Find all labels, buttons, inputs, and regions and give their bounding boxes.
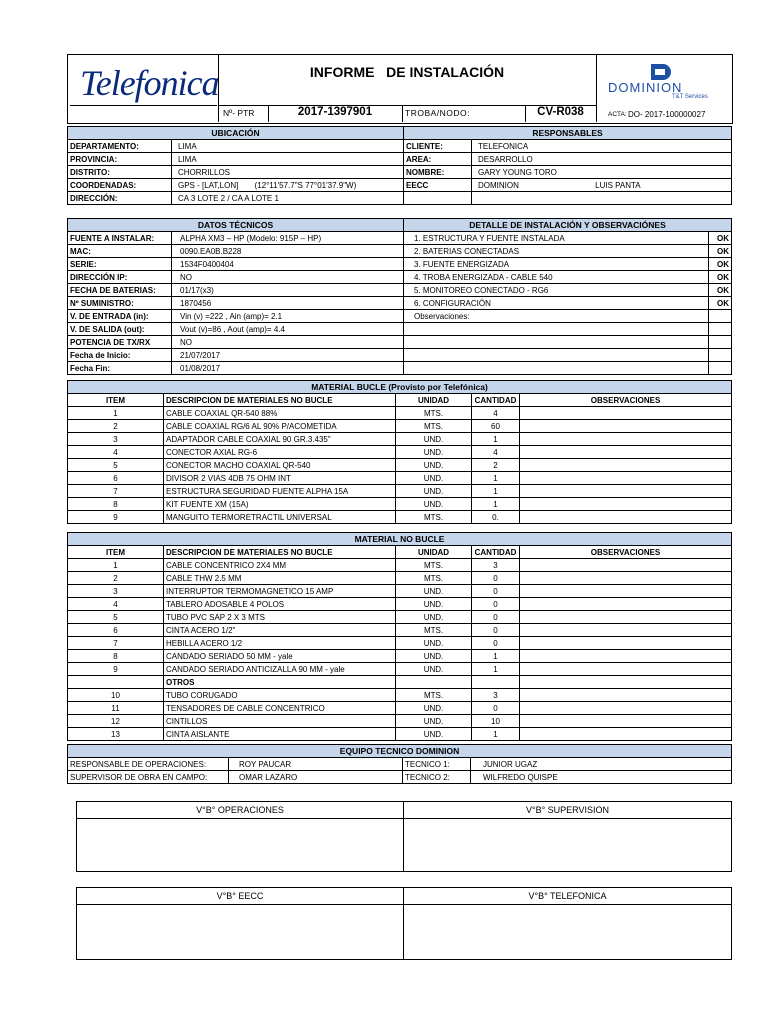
material-desc: DIVISOR 2 VIAS 4DB 75 OHM INT xyxy=(164,472,396,485)
material-desc: KIT FUENTE XM (15A) xyxy=(164,498,396,511)
detalle-status xyxy=(709,310,732,323)
bucle-row xyxy=(68,472,732,485)
material-desc: CINTA ACERO 1/2" xyxy=(164,624,396,637)
material-item: 7 xyxy=(68,637,164,650)
material-desc: TABLERO ADOSABLE 4 POLOS xyxy=(164,598,396,611)
datos-detalle-row xyxy=(68,284,732,297)
datos-value: NO xyxy=(172,336,404,349)
no-bucle-row xyxy=(68,663,732,676)
detalle-label: 5. MONITOREO CONECTADO - RG6 xyxy=(404,284,709,297)
material-desc: CABLE CONCENTRICO 2X4 MM xyxy=(164,559,396,572)
datos-label: MAC: xyxy=(68,245,172,258)
material-desc: CABLE THW 2.5 MM xyxy=(164,572,396,585)
datos-detalle-table xyxy=(67,218,732,375)
datos-detalle-row xyxy=(68,297,732,310)
material-desc: INTERRUPTOR TERMOMAGNETICO 15 AMP xyxy=(164,585,396,598)
no-bucle-header-item: ITEM xyxy=(68,546,164,559)
equipo-value: OMAR LAZARO xyxy=(229,771,403,784)
material-qty: 60 xyxy=(472,420,520,433)
otros-label: OTROS xyxy=(164,676,396,689)
vb-telefonica-signature-area[interactable] xyxy=(404,905,732,960)
datos-value: 1534F0400404 xyxy=(172,258,404,271)
material-item: 2 xyxy=(68,572,164,585)
material-obs xyxy=(520,420,732,433)
datos-value: 1870456 xyxy=(172,297,404,310)
material-item: 11 xyxy=(68,702,164,715)
material-unit: UND. xyxy=(396,472,472,485)
ubicacion-label: DIRECCIÓN: xyxy=(68,192,172,205)
equipo-value: JUNIOR UGAZ xyxy=(471,758,732,771)
equipo-value: WILFREDO QUISPE xyxy=(471,771,732,784)
material-item: 6 xyxy=(68,472,164,485)
otros-item-row xyxy=(68,715,732,728)
no-bucle-header-qty: CANTIDAD xyxy=(472,546,520,559)
no-bucle-title: MATERIAL NO BUCLE xyxy=(68,533,732,546)
material-obs xyxy=(520,650,732,663)
datos-value: 0090.EA0B.B228 xyxy=(172,245,404,258)
material-obs xyxy=(520,715,732,728)
bucle-row xyxy=(68,420,732,433)
material-obs xyxy=(520,472,732,485)
material-qty: 2 xyxy=(472,459,520,472)
ubicacion-label: DEPARTAMENTO: xyxy=(68,140,172,153)
datos-value: Vin (v) =222 , Ain (amp)= 2.1 xyxy=(172,310,404,323)
material-qty: 0 xyxy=(472,585,520,598)
responsables-value xyxy=(472,192,732,205)
responsables-label: CLIENTE: xyxy=(404,140,472,153)
dominion-d-icon xyxy=(649,62,677,82)
vb-supervision-signature-area[interactable] xyxy=(404,819,732,872)
datos-value: Vout (v)=86 , Aout (amp)= 4.4 xyxy=(172,323,404,336)
material-unit: UND. xyxy=(396,498,472,511)
otros-row xyxy=(68,676,732,689)
datos-detalle-row xyxy=(68,362,732,375)
ubicacion-label: PROVINCIA: xyxy=(68,153,172,166)
material-qty: 4 xyxy=(472,407,520,420)
equipo-label: RESPONSABLE DE OPERACIONES: xyxy=(68,758,229,771)
responsables-value: GARY YOUNG TORO xyxy=(472,166,732,179)
equipo-tecnico-table xyxy=(67,744,732,784)
no-bucle-row xyxy=(68,637,732,650)
no-bucle-header-obs: OBSERVACIONES xyxy=(520,546,732,559)
material-item: 3 xyxy=(68,585,164,598)
otros-item-row xyxy=(68,702,732,715)
datos-label: SERIE: xyxy=(68,258,172,271)
ubicacion-responsables-table xyxy=(67,126,732,205)
material-item: 9 xyxy=(68,511,164,524)
vb-operaciones-signature-area[interactable] xyxy=(77,819,404,872)
coordenadas-value: (12°11'57.7"S 77°01'37.9"W) xyxy=(254,180,357,190)
material-unit: UND. xyxy=(396,459,472,472)
dominion-logo-subtext: T&T Services xyxy=(672,94,708,100)
bucle-title: MATERIAL BUCLE (Provisto por Telefónica) xyxy=(68,381,732,394)
ubicacion-value: LIMA xyxy=(172,140,404,153)
responsables-value: DESARROLLO xyxy=(472,153,732,166)
no-bucle-row xyxy=(68,585,732,598)
material-desc: ADAPTADOR CABLE COAXIAL 90 GR.3.435" xyxy=(164,433,396,446)
eecc-person: LUIS PANTA xyxy=(595,180,641,190)
datos-detalle-row xyxy=(68,271,732,284)
material-unit: UND. xyxy=(396,637,472,650)
material-qty: 10 xyxy=(472,715,520,728)
detalle-status: OK xyxy=(709,258,732,271)
bucle-row xyxy=(68,407,732,420)
no-bucle-row xyxy=(68,598,732,611)
responsables-label: EECC xyxy=(404,179,472,192)
otros-item-row xyxy=(68,689,732,702)
bucle-row xyxy=(68,511,732,524)
material-desc: CABLE COAXIAL QR-540 88% xyxy=(164,407,396,420)
material-qty: 3 xyxy=(472,559,520,572)
material-qty: 0 xyxy=(472,637,520,650)
material-obs xyxy=(520,433,732,446)
material-obs xyxy=(520,585,732,598)
bucle-row xyxy=(68,433,732,446)
responsables-label xyxy=(404,192,472,205)
bucle-body xyxy=(68,407,732,524)
ubicacion-value: CA 3 LOTE 2 / CA A LOTE 1 xyxy=(172,192,404,205)
ptr-value: 2017-1397901 xyxy=(297,106,373,118)
material-obs xyxy=(520,559,732,572)
material-item: 2 xyxy=(68,420,164,433)
datos-label: Fecha Fin: xyxy=(68,362,172,375)
responsables-label: NOMBRE: xyxy=(404,166,472,179)
material-obs xyxy=(520,485,732,498)
material-item: 5 xyxy=(68,611,164,624)
material-desc: TUBO PVC SAP 2 X 3 MTS xyxy=(164,611,396,624)
detalle-status xyxy=(709,336,732,349)
no-bucle-row xyxy=(68,572,732,585)
detalle-status xyxy=(709,323,732,336)
material-desc: TUBO CORUGADO xyxy=(164,689,396,702)
material-item: 1 xyxy=(68,407,164,420)
material-item: 5 xyxy=(68,459,164,472)
no-bucle-body xyxy=(68,559,732,741)
eecc-company: DOMINION xyxy=(478,180,519,190)
detalle-label: 1. ESTRUCTURA Y FUENTE INSTALADA xyxy=(404,232,709,245)
material-desc: CINTILLOS xyxy=(164,715,396,728)
datos-value: 01/17(x3) xyxy=(172,284,404,297)
bucle-header-item: ITEM xyxy=(68,394,164,407)
datos-label: POTENCIA DE TX/RX xyxy=(68,336,172,349)
bucle-row xyxy=(68,485,732,498)
material-qty: 1 xyxy=(472,485,520,498)
material-item: 7 xyxy=(68,485,164,498)
material-unit: UND. xyxy=(396,433,472,446)
otros-item-row xyxy=(68,728,732,741)
detalle-label xyxy=(404,323,709,336)
material-obs xyxy=(520,624,732,637)
ubicacion-value xyxy=(172,179,404,192)
detalle-label xyxy=(404,336,709,349)
material-obs xyxy=(520,446,732,459)
datos-label: V. DE SALIDA (out): xyxy=(68,323,172,336)
datos-detalle-row xyxy=(68,323,732,336)
datos-detalle-row xyxy=(68,310,732,323)
otros-item-blank xyxy=(68,676,164,689)
no-bucle-header-desc: DESCRIPCION DE MATERIALES NO BUCLE xyxy=(164,546,396,559)
detalle-label: 4. TROBA ENERGIZADA - CABLE 540 xyxy=(404,271,709,284)
material-qty: 1 xyxy=(472,650,520,663)
telefonica-logo-text: Telefonica xyxy=(80,63,219,103)
datos-detalle-row xyxy=(68,349,732,362)
datos-label: V. DE ENTRADA (in): xyxy=(68,310,172,323)
material-obs xyxy=(520,637,732,650)
material-unit: UND. xyxy=(396,485,472,498)
material-qty: 3 xyxy=(472,689,520,702)
material-item: 12 xyxy=(68,715,164,728)
datos-detalle-row xyxy=(68,245,732,258)
material-qty: 0 xyxy=(472,702,520,715)
logo-underline xyxy=(70,105,217,106)
detalle-status: OK xyxy=(709,284,732,297)
material-unit: UND. xyxy=(396,585,472,598)
datos-value: NO xyxy=(172,271,404,284)
material-desc: CANDADO SERIADO 50 MM - yale xyxy=(164,650,396,663)
signature-box-2 xyxy=(76,887,732,960)
no-bucle-row xyxy=(68,559,732,572)
material-obs xyxy=(520,663,732,676)
equipo-label: TECNICO 1: xyxy=(403,758,471,771)
detalle-label: Observaciones: xyxy=(404,310,709,323)
material-item: 8 xyxy=(68,650,164,663)
datos-detalle-body xyxy=(68,232,732,375)
material-obs xyxy=(520,511,732,524)
ubicacion-label: COORDENADAS: xyxy=(68,179,172,192)
material-item: 6 xyxy=(68,624,164,637)
vb-supervision-label: V°B° SUPERVISION xyxy=(404,802,732,819)
material-qty: 0 xyxy=(472,624,520,637)
datos-label: FECHA DE BATERIAS: xyxy=(68,284,172,297)
bucle-header-qty: CANTIDAD xyxy=(472,394,520,407)
otros-qty-blank xyxy=(472,676,520,689)
troba-value: CV-R038 xyxy=(537,106,584,118)
material-unit: UND. xyxy=(396,446,472,459)
bucle-row xyxy=(68,446,732,459)
material-unit: MTS. xyxy=(396,572,472,585)
responsables-value xyxy=(472,179,732,192)
material-unit: MTS. xyxy=(396,511,472,524)
material-item: 9 xyxy=(68,663,164,676)
material-item: 4 xyxy=(68,598,164,611)
material-item: 10 xyxy=(68,689,164,702)
datos-detalle-row xyxy=(68,232,732,245)
material-desc: HEBILLA ACERO 1/2 xyxy=(164,637,396,650)
material-unit: UND. xyxy=(396,650,472,663)
page-title: INFORME DE INSTALACIÓN xyxy=(309,64,505,80)
equipo-value: ROY PAUCAR xyxy=(229,758,403,771)
material-obs xyxy=(520,572,732,585)
material-qty: 1 xyxy=(472,433,520,446)
datos-value: 01/08/2017 xyxy=(172,362,404,375)
detalle-label: 6. CONFIGURACIÓN xyxy=(404,297,709,310)
no-bucle-row xyxy=(68,611,732,624)
header-divider-right xyxy=(596,54,597,122)
material-obs xyxy=(520,702,732,715)
material-unit: MTS. xyxy=(396,624,472,637)
datos-tecnicos-title: DATOS TÉCNICOS xyxy=(68,219,404,232)
detalle-status: OK xyxy=(709,232,732,245)
material-item: 13 xyxy=(68,728,164,741)
ubicacion-title: UBICACIÓN xyxy=(68,127,404,140)
bucle-row xyxy=(68,459,732,472)
material-qty: 0 xyxy=(472,598,520,611)
material-qty: 0 xyxy=(472,611,520,624)
material-qty: 1 xyxy=(472,498,520,511)
vb-eecc-label: V°B° EECC xyxy=(77,888,404,905)
material-unit: MTS. xyxy=(396,407,472,420)
troba-label: TROBA/NODO: xyxy=(405,108,471,118)
detalle-status: OK xyxy=(709,271,732,284)
ubicacion-value: LIMA xyxy=(172,153,404,166)
material-obs xyxy=(520,407,732,420)
troba-divider xyxy=(402,105,403,122)
material-qty: 1 xyxy=(472,472,520,485)
datos-label: Fecha de Inicio: xyxy=(68,349,172,362)
telefonica-logo xyxy=(70,56,217,106)
material-bucle-table xyxy=(67,380,732,524)
material-obs xyxy=(520,598,732,611)
vb-operaciones-label: V°B° OPERACIONES xyxy=(77,802,404,819)
equipo-title: EQUIPO TECNICO DOMINION xyxy=(68,745,732,758)
detalle-label: 2. BATERIAS CONECTADAS xyxy=(404,245,709,258)
material-obs xyxy=(520,728,732,741)
material-desc: CANDADO SERIADO ANTICIZALLA 90 MM - yale xyxy=(164,663,396,676)
material-unit: UND. xyxy=(396,702,472,715)
bucle-header-unit: UNIDAD xyxy=(396,394,472,407)
no-bucle-row xyxy=(68,624,732,637)
material-qty: 4 xyxy=(472,446,520,459)
no-bucle-row xyxy=(68,650,732,663)
dominion-logo-text: DOMINION xyxy=(608,80,683,95)
acta-label: ACTA: xyxy=(608,111,627,118)
detalle-label: 3. FUENTE ENERGIZADA xyxy=(404,258,709,271)
material-desc: CONECTOR MACHO COAXIAL QR-540 xyxy=(164,459,396,472)
datos-label: Nº SUMINISTRO: xyxy=(68,297,172,310)
detalle-status: OK xyxy=(709,245,732,258)
ubicacion-value: CHORRILLOS xyxy=(172,166,404,179)
material-unit: MTS. xyxy=(396,559,472,572)
material-obs xyxy=(520,459,732,472)
dominion-logo xyxy=(598,60,728,104)
material-unit: UND. xyxy=(396,728,472,741)
datos-value: 21/07/2017 xyxy=(172,349,404,362)
material-item: 4 xyxy=(68,446,164,459)
material-desc: MANGUITO TERMORETRACTIL UNIVERSAL xyxy=(164,511,396,524)
datos-detalle-row xyxy=(68,336,732,349)
material-item: 3 xyxy=(68,433,164,446)
responsables-label: AREA: xyxy=(404,153,472,166)
material-unit: UND. xyxy=(396,598,472,611)
ubicacion-label: DISTRITO: xyxy=(68,166,172,179)
no-bucle-header-unit: UNIDAD xyxy=(396,546,472,559)
material-unit: UND. xyxy=(396,663,472,676)
material-desc: CINTA AISLANTE xyxy=(164,728,396,741)
detalle-label xyxy=(404,349,709,362)
ptr-label: Nº- PTR xyxy=(223,108,255,118)
material-unit: UND. xyxy=(396,611,472,624)
material-unit: UND. xyxy=(396,715,472,728)
material-desc: CONECTOR AXIAL RG-6 xyxy=(164,446,396,459)
coordenadas-system: GPS - [LAT,LON] xyxy=(178,180,239,190)
material-no-bucle-table xyxy=(67,532,732,741)
detalle-status: OK xyxy=(709,297,732,310)
vb-eecc-signature-area[interactable] xyxy=(77,905,404,960)
otros-unit-blank xyxy=(396,676,472,689)
detalle-status xyxy=(709,362,732,375)
material-desc: TENSADORES DE CABLE CONCENTRICO xyxy=(164,702,396,715)
material-desc: CABLE COAXIAL RG/6 AL 90% P/ACOMETIDA xyxy=(164,420,396,433)
material-qty: 1 xyxy=(472,663,520,676)
material-unit: MTS. xyxy=(396,420,472,433)
material-obs xyxy=(520,689,732,702)
material-item: 8 xyxy=(68,498,164,511)
detalle-status xyxy=(709,349,732,362)
detalle-title: DETALLE DE INSTALACIÓN Y OBSERVACIÓNES xyxy=(404,219,732,232)
material-obs xyxy=(520,611,732,624)
material-desc: ESTRUCTURA SEGURIDAD FUENTE ALPHA 15A xyxy=(164,485,396,498)
datos-label: DIRECCIÓN IP: xyxy=(68,271,172,284)
vb-telefonica-label: V°B° TELEFONICA xyxy=(404,888,732,905)
datos-value: ALPHA XM3 – HP (Modelo: 915P – HP) xyxy=(172,232,404,245)
equipo-label: SUPERVISOR DE OBRA EN CAMPO: xyxy=(68,771,229,784)
signature-box-1 xyxy=(76,801,732,872)
material-obs xyxy=(520,498,732,511)
bucle-row xyxy=(68,498,732,511)
bucle-header-desc: DESCRIPCION DE MATERIALES NO BUCLE xyxy=(164,394,396,407)
material-qty: 1 xyxy=(472,728,520,741)
acta-value: DO- 2017-100000027 xyxy=(628,110,706,119)
detalle-label xyxy=(404,362,709,375)
material-item: 1 xyxy=(68,559,164,572)
responsables-value: TELEFONICA xyxy=(472,140,732,153)
responsables-title: RESPONSABLES xyxy=(404,127,732,140)
material-qty: 0 xyxy=(472,572,520,585)
bucle-header-obs: OBSERVACIONES xyxy=(520,394,732,407)
datos-detalle-row xyxy=(68,258,732,271)
equipo-label: TECNICO 2: xyxy=(403,771,471,784)
material-qty: 0. xyxy=(472,511,520,524)
material-unit: MTS. xyxy=(396,689,472,702)
otros-obs-blank xyxy=(520,676,732,689)
datos-label: FUENTE A INSTALAR: xyxy=(68,232,172,245)
